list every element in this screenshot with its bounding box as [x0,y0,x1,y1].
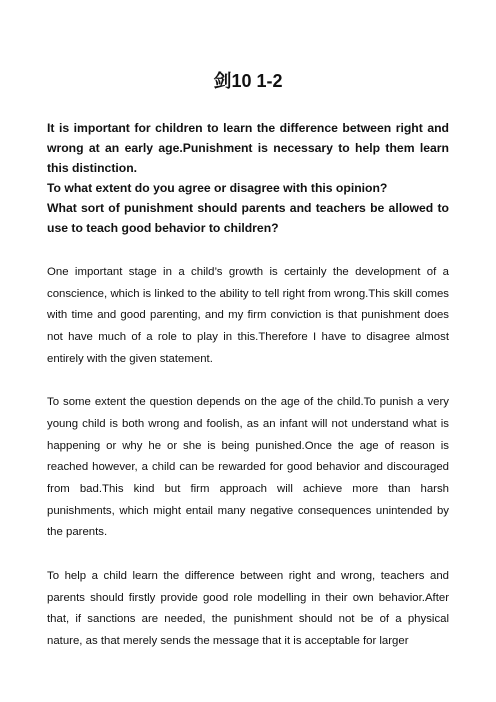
prompt-question-2: What sort of punishment should parents and teachers be allowed to use to teach good behavior to children? [47,201,449,235]
document-title: 剑10 1-2 [213,71,283,91]
prompt-question-1: To what extent do you agree or disagree with this opinion? [47,181,388,195]
essay-paragraph-2: To some extent the question depends on the age of the child.To punish a very young child is both wrong and foolish, as an infant will not understand what is happening or why he or she is being punished.Once the age of reason is reached however, a child can be rewarded for good behavior and discouraged from bad.This kind but firm approach will achieve more than harsh punishments, which might entail many negative consequences unintended by the parents. [47,396,449,539]
prompt-statement: It is important for children to learn the difference between right and wrong at an early age.Punishment is necessary to help them learn this distinction. [47,121,449,175]
essay-paragraph-1: One important stage in a child’s growth is certainly the development of a conscience, which is linked to the ability to tell right from wrong.This skill comes with time and good parenting, and my firm conviction is that punishment does not have much of a role to play in this.Therefore I have to disagree almost entirely with the given statement. [47,266,449,365]
essay-body [47,262,449,674]
essay-paragraph-3: To help a child learn the difference between right and wrong, teachers and parents should firstly provide good role modelling in their own behavior.After that, if sanctions are needed, the punishment should not be of a physical nature, as that merely sends the message that it is acceptable for larger [47,569,449,647]
essay-prompt [47,118,449,238]
